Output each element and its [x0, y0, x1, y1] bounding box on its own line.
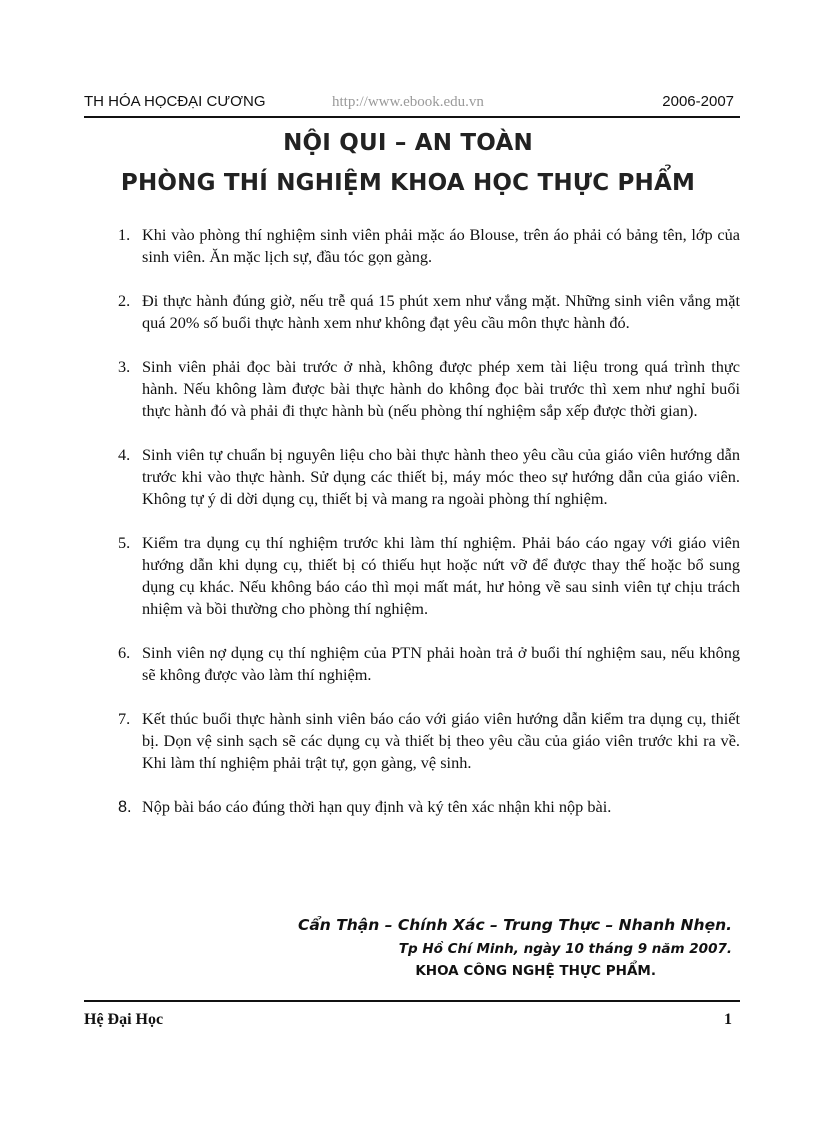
list-item-number: 5. — [118, 533, 131, 552]
page-subtitle: PHÒNG THÍ NGHIỆM KHOA HỌC THỰC PHẨM — [120, 170, 696, 196]
closing-faculty: KHOA CÔNG NGHỆ THỰC PHẨM. — [415, 963, 656, 979]
page-header — [84, 93, 734, 115]
list-item-number: 3. — [118, 357, 131, 376]
list-item — [118, 796, 740, 818]
list-item-text: Nộp bài báo cáo đúng thời hạn quy định và ký tên xác nhận khi nộp bài. — [142, 797, 612, 816]
list-item-text: Kiểm tra dụng cụ thí nghiệm trước khi làm thí nghiệm. Phải báo cáo ngay với giáo viên hướng dẫn khi dụng cụ, thiết bị có thiếu hụt hoặc nứt vỡ để được thay thế hoặc bổ sung dụng cụ khác. Nếu không báo cáo thì mọi mất mát, hư hỏng về sau sinh viên tự chịu trách nhiệm và bồi thường cho phòng thí nghiệm. — [142, 533, 740, 618]
rules-list — [118, 224, 740, 840]
list-item-text: Kết thúc buổi thực hành sinh viên báo cáo với giáo viên hướng dẫn kiểm tra dụng cụ, thiết bị. Dọn vệ sinh sạch sẽ các dụng cụ và thiết bị theo yêu cầu của giáo viên trước khi ra về. Khi làm thí nghiệm phải trật tự, gọn gàng, vệ sinh. — [142, 709, 740, 772]
list-item-number: 8. — [118, 798, 132, 816]
list-item-number: 4. — [118, 445, 131, 464]
list-item-number: 1. — [118, 225, 131, 244]
list-item — [118, 290, 740, 334]
header-course-title: TH HÓA HỌCĐẠI CƯƠNG — [84, 93, 266, 110]
header-url: http://www.ebook.edu.vn — [332, 94, 484, 110]
list-item-text: Sinh viên nợ dụng cụ thí nghiệm của PTN phải hoàn trả ở buổi thí nghiệm sau, nếu không sẽ không được vào làm thí nghiệm. — [142, 643, 740, 684]
footer-divider — [84, 1000, 740, 1002]
list-item — [118, 356, 740, 422]
list-item-text: Khi vào phòng thí nghiệm sinh viên phải mặc áo Blouse, trên áo phải có bảng tên, lớp của sinh viên. Ăn mặc lịch sự, đầu tóc gọn gàng. — [142, 225, 740, 266]
header-year: 2006-2007 — [662, 93, 734, 110]
list-item-text: Sinh viên phải đọc bài trước ở nhà, không được phép xem tài liệu trong quá trình thực hành. Nếu không làm được bài thực hành do không đọc bài trước thì xem như nghỉ buổi thực hành đó và phải đi thực hành bù (nếu phòng thí nghiệm sắp xếp được thời gian). — [142, 357, 740, 420]
list-item-number: 7. — [118, 709, 131, 728]
list-item-text: Đi thực hành đúng giờ, nếu trễ quá 15 phút xem như vắng mặt. Những sinh viên vắng mặt quá 20% số buổi thực hành xem như không đạt yêu cầu môn thực hành đó. — [142, 291, 740, 332]
list-item — [118, 224, 740, 268]
header-divider — [84, 116, 740, 118]
list-item — [118, 532, 740, 620]
list-item-number: 6. — [118, 643, 131, 662]
page-number: 1 — [724, 1011, 732, 1028]
list-item — [118, 708, 740, 774]
list-item — [118, 642, 740, 686]
list-item — [118, 444, 740, 510]
list-item-text: Sinh viên tự chuẩn bị nguyên liệu cho bài thực hành theo yêu cầu của giáo viên hướng dẫn trước khi vào thực hành. Sử dụng các thiết bị, máy móc theo sự hướng dẫn của giáo viên. Không tự ý di dời dụng cụ, thiết bị và mang ra ngoài phòng thí nghiệm. — [142, 445, 740, 508]
closing-date: Tp Hồ Chí Minh, ngày 10 tháng 9 năm 2007. — [398, 941, 732, 957]
closing-motto: Cẩn Thận – Chính Xác – Trung Thực – Nhanh Nhẹn. — [297, 916, 732, 934]
page-title: NỘI QUI – AN TOÀN — [283, 130, 533, 156]
list-item-number: 2. — [118, 291, 131, 310]
footer-program: Hệ Đại Học — [84, 1011, 164, 1028]
